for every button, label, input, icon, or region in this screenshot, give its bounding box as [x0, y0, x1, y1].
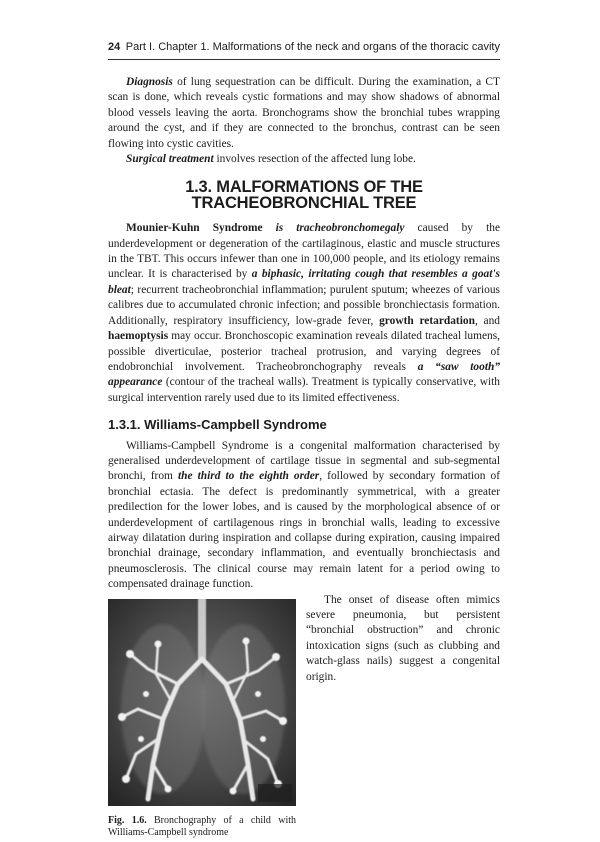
subsection-title: 1.3.1. Williams-Campbell Syndrome [108, 417, 327, 433]
mk-term: Mounier-Kuhn Syndrome [126, 222, 276, 235]
williams-campbell-onset: The onset of disease often mimics severe pneumonia, but persistent “bronchial obstruction” and chronic intoxication signs (such as clubbing and watch-glass nails) suggest a congenital origin. [306, 593, 500, 683]
figure-label: Fig. 1.6. [108, 814, 147, 826]
figure-caption-text: Bronchography of a child with Williams-Campbell syndrome [108, 814, 297, 839]
diagnosis-text: of lung sequestration can be difficult. During the examination, a CT scan is done, which reveals cystic formations and may show shadows of abnormal blood vessels leaving the aorta. Bronchograms show the bronchial tubes wrapping around the cyst, and if they are connected to the bronchus, contrast can be seen flowing into cystic cavities. [108, 76, 500, 150]
mounier-kuhn-paragraph [108, 221, 500, 406]
wc-order: the third to the eighth order [177, 470, 320, 483]
page-body [108, 75, 500, 842]
section-title: 1.3. MALFORMATIONS OF THE TRACHEOBRONCHIAL TREE [185, 178, 423, 212]
mk-haemoptysis: haemoptysis [108, 330, 169, 343]
mk-cough: a biphasic, irritating cough that resembles a goat's bleat [108, 268, 500, 296]
mk-text-4: may occur. Bronchoscopic examination reveals dilated tracheal lumens, possible diverticulae, posterior tracheal protrusion, and varying degrees of endobronchial involvement. Tracheobronchography reveals [108, 330, 500, 373]
mk-text-2: ; recurrent tracheobronchial inflammation; purulent sputum; wheezes of various calibres due to accumulated chronic infection; and possible bronchiectasis formation. Additionally, respiratory insufficiency, low-grade fever, [108, 283, 500, 327]
wc-text-2: , followed by secondary formation of bronchial ectasia. The defect is predominantly symmetrical, with a greater predilection for the lower lobes, and is caused by the morphological absence of or underdevelopment of cartilagenous rings in bronchial walls, leading to excessive airway dilatation during inspiration and collapse during expiration, causing impaired bronchial drainage, secondary inflammation, and eventually bronchiectasis and pneumosclerosis. The clinical course may remain latent for a period owing to compensated drainage function. [108, 470, 501, 591]
surgical-treatment-paragraph [108, 152, 500, 167]
wc-text-1: Williams-Campbell Syndrome is a congenital malformation characterised by generalised underdevelopment of cartilage tissue in segmental and sub-segmental bronchi, from [108, 439, 500, 483]
running-head: Part I. Chapter 1. Malformations of the neck and organs of the thoracic cavity [125, 41, 500, 53]
mk-definition: is tracheobronchomegaly [275, 222, 405, 235]
page-number: 24 [108, 41, 121, 53]
diagnosis-paragraph [108, 75, 500, 152]
mk-text-5: (contour of the tracheal walls). Treatment is typically conservative, with surgical intervention rarely used due to its limited effectiveness. [108, 376, 500, 404]
mk-text-3: , and [474, 314, 500, 327]
figure-1-6 [108, 599, 296, 840]
page-header [108, 39, 500, 57]
figure-caption [108, 815, 296, 840]
surgical-treatment-lead: Surgical treatment [126, 153, 214, 166]
surgical-treatment-text: involves resection of the affected lung lobe. [213, 153, 416, 166]
bronchography-image [108, 599, 296, 806]
header-rule [108, 59, 500, 60]
diagnosis-lead: Diagnosis [126, 76, 173, 88]
mk-saw-tooth: a “saw tooth” appearance [108, 360, 501, 389]
williams-campbell-intro [108, 439, 500, 593]
mk-text-1: caused by the underdevelopment or degeneration of the cartilaginous, elastic and muscle structures in the TBT. This occurs infewer than one in 100,000 people, and its etiology remains unclear. It is characterised by [108, 222, 500, 281]
mk-growth: growth retardation [379, 314, 475, 327]
